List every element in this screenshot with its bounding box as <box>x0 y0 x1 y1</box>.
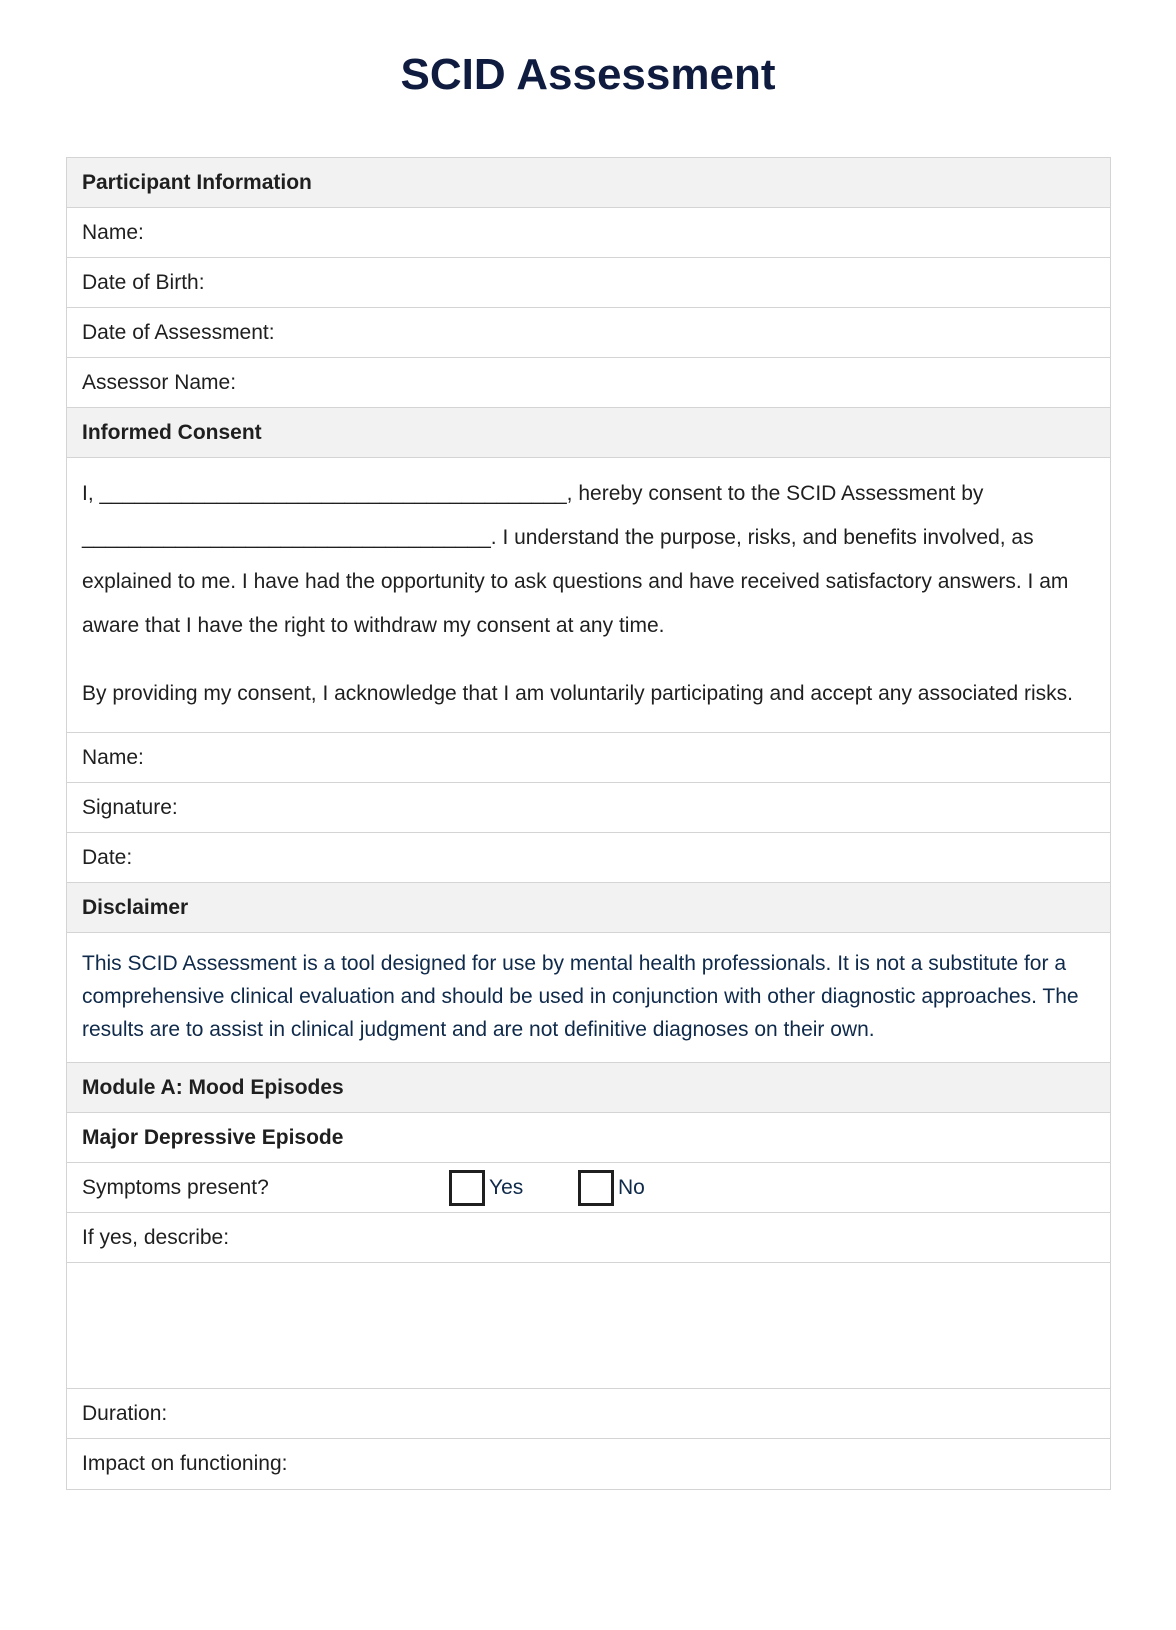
assessment-form <box>66 157 1111 1490</box>
field-consent-date[interactable]: Date: <box>67 833 1110 883</box>
page-title: SCID Assessment <box>400 50 776 99</box>
option-yes[interactable] <box>449 1170 578 1206</box>
consent-paragraph-1: I, ________________________________________, hereby consent to the SCID Assessment by ___________________________________. I understand the purpose, risks, and benefits involved, as explained to me. I have had the opportunity to ask questions and have received satisfactory answers. I am aware that I have the right to withdraw my consent at any time. <box>82 482 1069 637</box>
field-consent-name[interactable]: Name: <box>67 733 1110 783</box>
field-date-of-assessment[interactable]: Date of Assessment: <box>67 308 1110 358</box>
section-header-disclaimer: Disclaimer <box>67 883 1110 933</box>
field-duration[interactable]: Duration: <box>67 1389 1110 1439</box>
field-date-of-birth[interactable]: Date of Birth: <box>67 258 1110 308</box>
symptoms-options <box>449 1170 645 1206</box>
field-impact-on-functioning[interactable]: Impact on functioning: <box>82 1452 288 1475</box>
section-header-participant: Participant Information <box>67 158 1110 208</box>
section-header-consent: Informed Consent <box>67 408 1110 458</box>
consent-text <box>67 458 1110 733</box>
consent-paragraph-2: By providing my consent, I acknowledge that I am voluntarily participating and accept any associated risks. <box>82 682 1074 705</box>
option-no[interactable] <box>578 1170 645 1206</box>
subheader-major-depressive-episode: Major Depressive Episode <box>67 1113 1110 1163</box>
yes-label: Yes <box>489 1175 524 1199</box>
yes-checkbox[interactable] <box>449 1170 485 1206</box>
section-header-module-a: Module A: Mood Episodes <box>67 1063 1110 1113</box>
disclaimer-paragraph: This SCID Assessment is a tool designed for use by mental health professionals. It is not a substitute for a comprehensive clinical evaluation and should be used in conjunction with other diagnostic approaches. The results are to assist in clinical judgment and are not definitive diagnoses on their own. <box>82 952 1079 1041</box>
no-checkbox[interactable] <box>578 1170 614 1206</box>
disclaimer-text <box>67 933 1110 1063</box>
describe-label: If yes, describe: <box>67 1213 1110 1263</box>
field-signature[interactable]: Signature: <box>67 783 1110 833</box>
symptoms-present-row <box>67 1163 1110 1213</box>
describe-text-area[interactable] <box>67 1263 1110 1389</box>
field-assessor-name[interactable]: Assessor Name: <box>67 358 1110 408</box>
field-participant-name[interactable]: Name: <box>67 208 1110 258</box>
no-label: No <box>618 1175 645 1199</box>
symptoms-present-label: Symptoms present? <box>82 1175 269 1199</box>
